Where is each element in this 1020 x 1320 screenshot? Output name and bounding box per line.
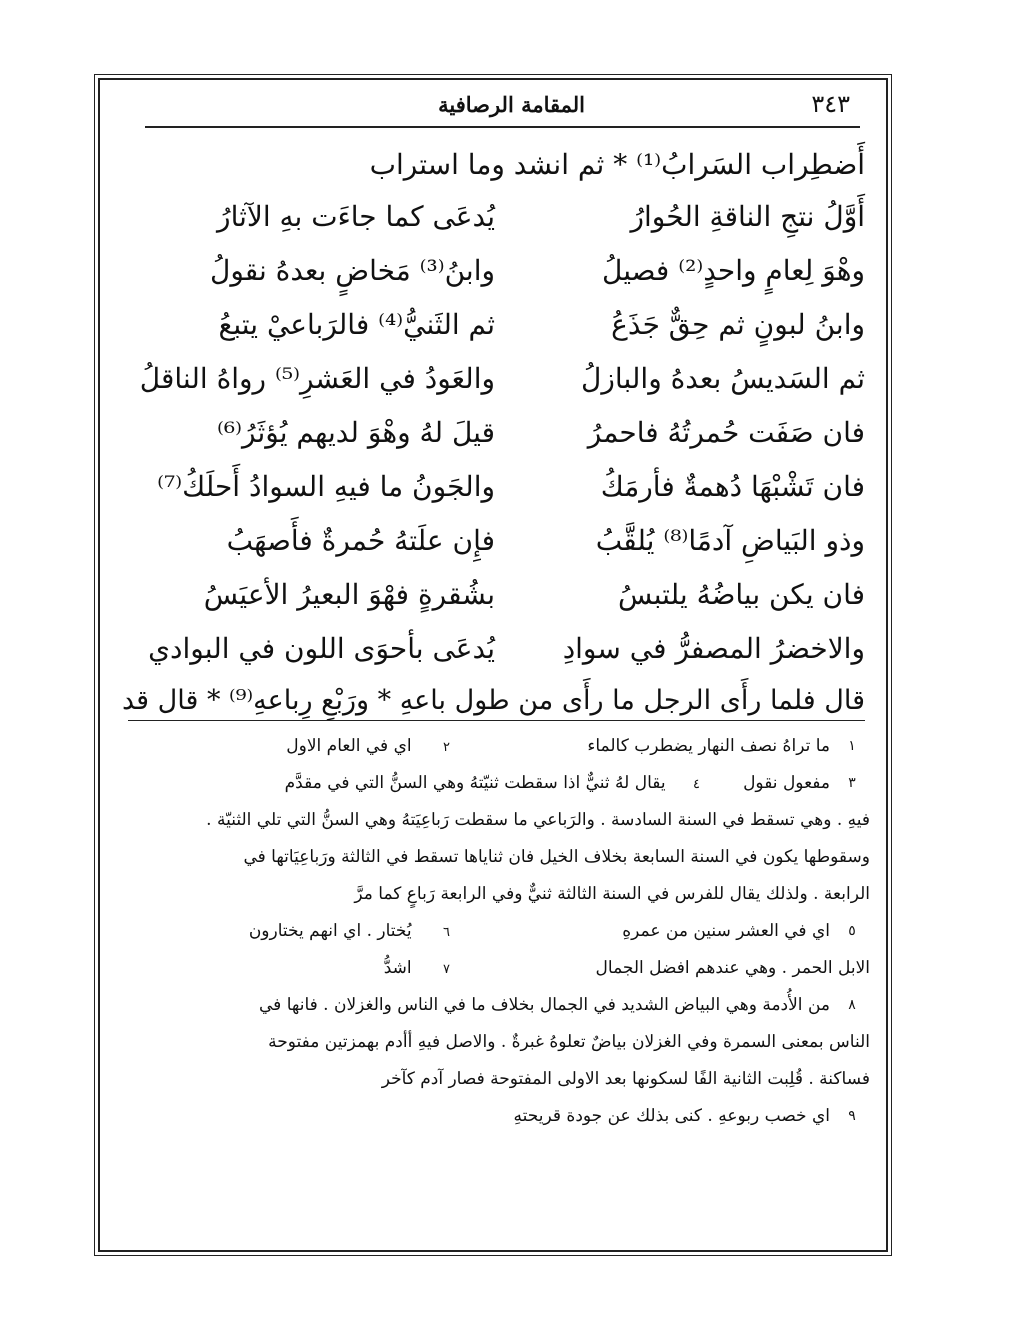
verse-line [125, 244, 865, 298]
verse-second-hemistich: وابنُ⁽³⁾ مَخاضٍ بعدهُ نقولُ [210, 254, 495, 287]
verse-second-hemistich: قيلَ لهُ وهْوَ لديهم يُؤثَرُ⁽⁶⁾ [217, 416, 495, 449]
verse-second-hemistich: يُدعَى بأحوَى اللون في البوادي [148, 632, 495, 665]
footnote-line [125, 1024, 870, 1061]
footnote-line [125, 728, 870, 765]
footnote-text: الناس بمعنى السمرة وفي الغزلان بياضٌ تعلوهُ غبرةٌ . والاصل فيهِ أأدم بهمزتين مفتوحة [268, 1032, 870, 1052]
verse-first-hemistich: وابنُ لبونٍ ثم حِقٌّ جَذَعُ [611, 308, 865, 341]
verse-first-hemistich: ثم السَديسُ بعدهُ والبازلُ [581, 362, 865, 395]
footnote-text: اي في العام الاول [286, 736, 412, 756]
footnote-line [125, 987, 870, 1024]
page-number: ٣٤٣ [811, 90, 850, 118]
header-rule [145, 126, 860, 128]
footnote-text: الابل الحمر . وهي عندهم افضل الجمال [595, 958, 870, 978]
verse-first-hemistich: فان تَشْبْهَا دُهمةٌ فأرمَكُ [600, 470, 865, 503]
verse-line [125, 622, 865, 676]
verse-second-hemistich: والعَودُ في العَشرِ⁽⁵⁾ رواهُ الناقلُ [139, 362, 495, 395]
verse-line [125, 298, 865, 352]
verse-second-hemistich: يُدعَى كما جاءَت بهِ الآثارُ [217, 200, 495, 233]
footnote-text: الرابعة . ولذلك يقال للفرس في السنة الثالثة ثنيٌّ وفي الرابعة رَباعٍ كما مرَّ [354, 884, 870, 904]
footnote-text: اي خصب ربوعهِ . كنى بذلك عن جودة قريحتهِ [513, 1106, 830, 1126]
footnote-text: ما تراهُ نصف النهار يضطرب كالماء [587, 736, 830, 756]
footnote-number: ٩ [848, 1108, 856, 1124]
footnote-number: ٢ [443, 740, 450, 755]
verse-second-hemistich: فإِن علَتهُ حُمرةٌ فأَصهَبُ [226, 524, 495, 557]
verse-first-hemistich: فان صَفَت حُمرتُهُ فاحمرُ [587, 416, 865, 449]
footnote-number: ٨ [848, 997, 856, 1013]
verse-first-hemistich: فان يكن بياضُهُ يلتبسُ [618, 578, 865, 611]
footnote-secondary [140, 913, 450, 951]
footnote-number: ٥ [848, 923, 856, 939]
running-title: المقامة الرصافية [438, 92, 585, 117]
footnote-text: فساكنة . قُلِبت الثانية الفًا لسكونها بعد الاولى المفتوحة فصار آدم كآخر [381, 1069, 870, 1089]
footnote-line [125, 913, 870, 950]
verse-second-hemistich: ثم الثَنيُّ⁽⁴⁾ فالرَباعيْ يتبعُ [218, 308, 495, 341]
footnote-text: مفعول نقول [743, 773, 830, 793]
footnote-secondary [140, 728, 450, 766]
verse-line [125, 190, 865, 244]
footnote-line [125, 1098, 870, 1135]
footnote-number: ١ [848, 738, 856, 754]
footnote-text: اشدُّ [383, 958, 412, 978]
footnote-secondary [125, 765, 700, 803]
closing-line: قال فلما رأَى الرجل ما رأَى من طول باعهِ * ورَبْعِ رِباعهِ⁽⁹⁾ * قال قد [121, 685, 865, 716]
page-header [120, 88, 860, 124]
verse-first-hemistich: أَوَّلُ نتجِ الناقةِ الحُوارُ [630, 200, 865, 233]
verse-line [125, 568, 865, 622]
footnote-text: وسقوطها يكون في السنة السابعة بخلاف الخيل فان ثناياها تسقط في الثالثة ورَباعِيَاتها في [243, 847, 870, 867]
main-text [121, 140, 865, 726]
footnote-line [125, 1061, 870, 1098]
footnote-line [125, 876, 870, 913]
footnote-rule [128, 720, 865, 721]
footnote-line [125, 839, 870, 876]
verse-line [125, 514, 865, 568]
footnote-line [125, 950, 870, 987]
footnote-text: اي في العشر سنين من عمرهِ [622, 921, 830, 941]
footnote-text: فيهِ . وهي تسقط في السنة السادسة . والرَباعي ما سقطت رَباعِيَتهُ وهي السنُّ التي تلي الثنيّة . [206, 810, 870, 830]
footnote-line [125, 765, 870, 802]
footnote-number: ٦ [443, 925, 450, 940]
verse-second-hemistich: بشُقرةٍ فهْوَ البعيرُ الأعيَسُ [203, 578, 495, 611]
footnote-number: ٧ [443, 962, 450, 977]
footnote-number: ٤ [693, 777, 700, 792]
footnote-line [125, 802, 870, 839]
intro-line: أَضطِراب السَرابُ⁽¹⁾ * ثم انشد وما استراب [369, 148, 865, 181]
footnote-text: يُختار . اي انهم يختارون [248, 921, 412, 941]
verse-first-hemistich: وذو البَياضِ آدمًا⁽⁸⁾ يُلقَّبُ [595, 524, 865, 557]
verse-first-hemistich: وهْوَ لِعامٍ واحدٍ⁽²⁾ فصيلُ [602, 254, 865, 287]
verse-first-hemistich: والاخضرُ المصفرُّ في سوادِ [562, 632, 865, 665]
footnote-secondary [140, 950, 450, 988]
verse-line [125, 352, 865, 406]
verse-line [125, 406, 865, 460]
verse-second-hemistich: والجَونُ ما فيهِ السوادُ أَحلَكُ⁽⁷⁾ [157, 470, 495, 503]
footnote-text: يقال لهُ ثنيٌّ اذا سقطت ثنيّتهُ وهي السنُّ التي في مقدَّم [284, 773, 666, 793]
footnote-number: ٣ [848, 775, 856, 791]
verse-line [125, 460, 865, 514]
footnotes [125, 728, 870, 1135]
footnote-text: من الأُدمة وهي البياض الشديد في الجمال بخلاف ما في الناس والغزلان . فانها في [259, 995, 830, 1015]
